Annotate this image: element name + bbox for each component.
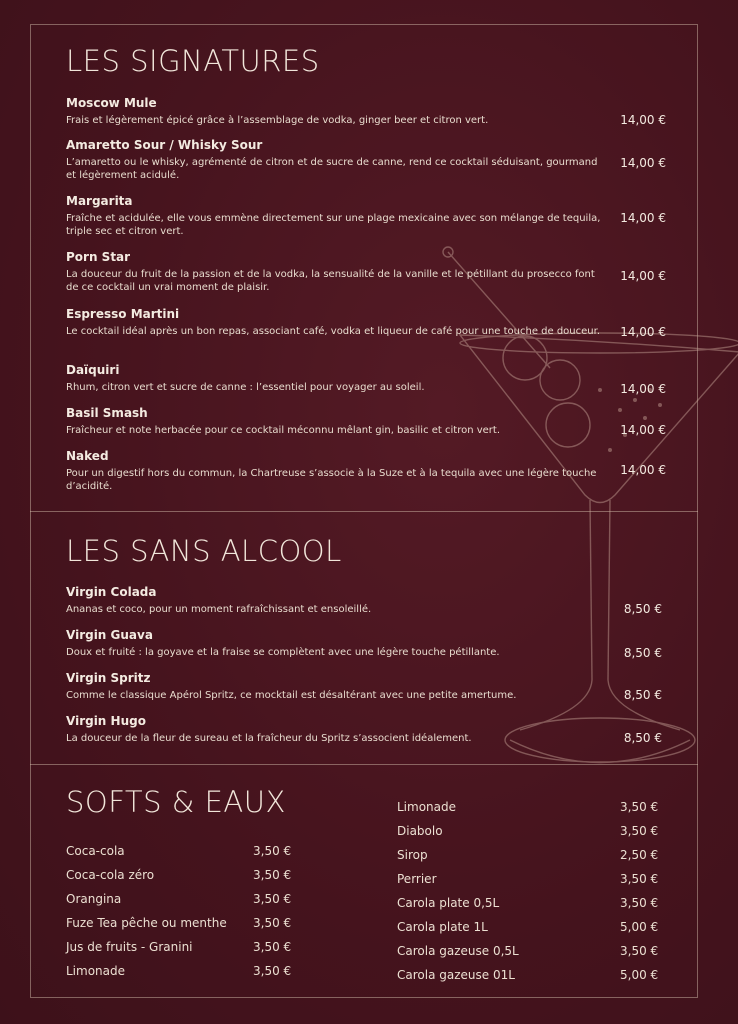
soft-price: 3,50 €: [620, 896, 659, 910]
item-name: Basil Smash: [66, 406, 148, 420]
menu-item: [66, 714, 606, 745]
item-description: Ananas et coco, pour un moment rafraîchissant et ensoleillé.: [66, 604, 372, 615]
soft-name: Orangina: [66, 892, 122, 906]
item-description: La douceur du fruit de la passion et de la vodka, la sensualité de la vanille et le pétillant du prosecco font de ce cocktail un vrai moment de plaisir.: [66, 269, 595, 293]
menu-item: [66, 363, 606, 394]
soft-name: Diabolo: [397, 824, 443, 838]
soft-name: Perrier: [397, 872, 437, 886]
item-price: 14,00 €: [620, 463, 666, 477]
item-price: 14,00 €: [620, 269, 666, 283]
menu-item: [66, 138, 606, 182]
item-name: Virgin Spritz: [66, 671, 151, 685]
item-price: 14,00 €: [620, 211, 666, 225]
item-description: L’amaretto ou le whisky, agrémenté de citron et de sucre de canne, rend ce cocktail séduisant, gourmand et légèrement acidulé.: [66, 157, 598, 181]
menu-item: [66, 671, 606, 702]
soft-price: 3,50 €: [253, 916, 292, 930]
item-name: Espresso Martini: [66, 307, 180, 321]
menu-item: [66, 194, 606, 238]
soft-name: Carola gazeuse 01L: [397, 968, 515, 982]
menu-item: [66, 449, 606, 493]
sans-alcool-title: LES SANS ALCOOL: [66, 534, 342, 568]
soft-name: Coca-cola zéro: [66, 868, 155, 882]
soft-price: 3,50 €: [620, 800, 659, 814]
item-price: 14,00 €: [620, 113, 666, 127]
menu-item: [66, 250, 606, 294]
item-name: Naked: [66, 449, 109, 463]
soft-price: 3,50 €: [620, 944, 659, 958]
soft-price: 5,00 €: [620, 920, 659, 934]
soft-price: 3,50 €: [620, 872, 659, 886]
item-name: Virgin Guava: [66, 628, 153, 642]
soft-name: Coca-cola: [66, 844, 125, 858]
item-price: 8,50 €: [623, 731, 662, 745]
item-description: Frais et légèrement épicé grâce à l’assemblage de vodka, ginger beer et citron vert.: [66, 115, 489, 126]
item-name: Virgin Colada: [66, 585, 157, 599]
item-price: 8,50 €: [623, 688, 662, 702]
soft-price: 2,50 €: [620, 848, 659, 862]
item-description: Le cocktail idéal après un bon repas, associant café, vodka et liqueur de café pour une touche de douceur.: [66, 326, 600, 337]
soft-price: 3,50 €: [620, 824, 659, 838]
item-name: Porn Star: [66, 250, 131, 264]
signatures-title: LES SIGNATURES: [66, 44, 320, 78]
item-description: Fraîcheur et note herbacée pour ce cocktail méconnu mêlant gin, basilic et citron vert.: [66, 425, 501, 436]
soft-price: 3,50 €: [253, 964, 292, 978]
soft-name: Fuze Tea pêche ou menthe: [66, 916, 227, 930]
menu-item: [66, 585, 606, 616]
soft-name: Limonade: [397, 800, 457, 814]
item-description: Pour un digestif hors du commun, la Chartreuse s’associe à la Suze et à la tequila avec une légère touche d’acidité.: [66, 468, 597, 492]
soft-name: Carola plate 1L: [397, 920, 488, 934]
soft-price: 3,50 €: [253, 868, 292, 882]
item-price: 14,00 €: [620, 156, 666, 170]
soft-name: Carola gazeuse 0,5L: [397, 944, 519, 958]
soft-name: Limonade: [66, 964, 126, 978]
item-name: Virgin Hugo: [66, 714, 146, 728]
item-price: 14,00 €: [620, 382, 666, 396]
item-description: La douceur de la fleur de sureau et la fraîcheur du Spritz s’associent idéalement.: [66, 733, 472, 744]
soft-price: 3,50 €: [253, 844, 292, 858]
menu-item: [66, 96, 606, 127]
item-description: Comme le classique Apérol Spritz, ce mocktail est désaltérant avec une petite amertume.: [66, 690, 517, 701]
soft-price: 3,50 €: [253, 940, 292, 954]
item-price: 14,00 €: [620, 325, 666, 339]
menu-item: [66, 406, 606, 437]
item-name: Amaretto Sour / Whisky Sour: [66, 138, 263, 152]
item-name: Moscow Mule: [66, 96, 157, 110]
item-price: 14,00 €: [620, 423, 666, 437]
item-description: Fraîche et acidulée, elle vous emmène directement sur une plage mexicaine avec son mélange de tequila, triple sec et citron vert.: [66, 213, 601, 237]
soft-price: 5,00 €: [620, 968, 659, 982]
item-description: Rhum, citron vert et sucre de canne : l’essentiel pour voyager au soleil.: [66, 382, 425, 393]
item-price: 8,50 €: [623, 646, 662, 660]
item-description: Doux et fruité : la goyave et la fraise se complètent avec une légère touche pétillante.: [66, 647, 500, 658]
item-name: Margarita: [66, 194, 133, 208]
item-price: 8,50 €: [623, 602, 662, 616]
soft-price: 3,50 €: [253, 892, 292, 906]
soft-name: Sirop: [397, 848, 428, 862]
menu-item: [66, 628, 606, 659]
soft-name: Carola plate 0,5L: [397, 896, 500, 910]
softs-title: SOFTS & EAUX: [66, 785, 286, 819]
menu-item: [66, 307, 606, 338]
soft-name: Jus de fruits - Granini: [66, 940, 193, 954]
item-name: Daïquiri: [66, 363, 120, 377]
